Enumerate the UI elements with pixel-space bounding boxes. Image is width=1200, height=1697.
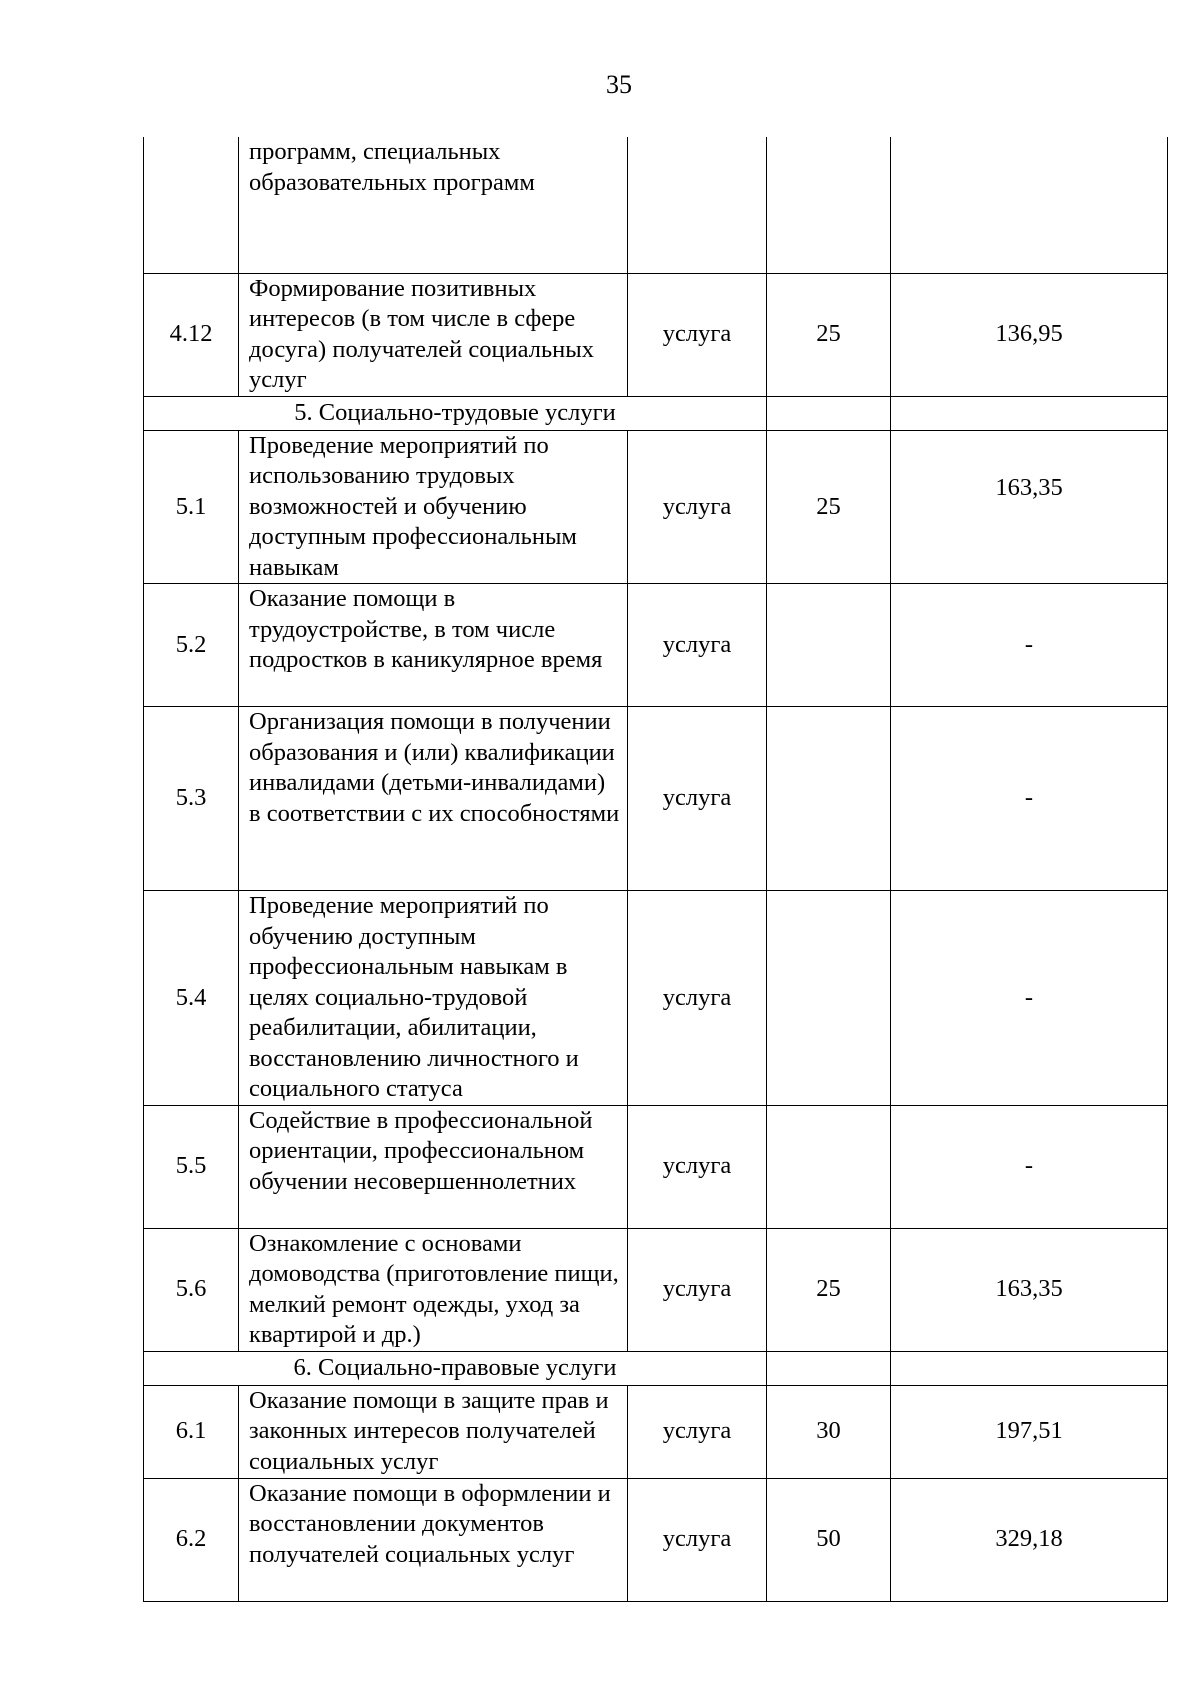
table-row: [144, 1385, 1168, 1478]
table-row: [144, 891, 1168, 1106]
num-cell: [144, 137, 239, 273]
price: 136,95: [891, 273, 1168, 396]
price: -: [891, 1105, 1168, 1228]
price: 163,35: [891, 1228, 1168, 1351]
price: -: [891, 891, 1168, 1106]
service-name: Оказание помощи в оформлении и восстановлении документов получателей социальных услуг: [239, 1478, 628, 1601]
services-table: [143, 137, 1168, 1602]
service-name: Оказание помощи в трудоустройстве, в том числе подростков в каникулярное время: [239, 584, 628, 707]
row-number: 5.1: [144, 430, 239, 584]
section-row: [144, 396, 1168, 430]
price: 329,18: [891, 1478, 1168, 1601]
unit-cell: [628, 137, 767, 273]
price-cell: [891, 1351, 1168, 1385]
table-row: [144, 1105, 1168, 1228]
price: -: [891, 707, 1168, 891]
section-row: [144, 1351, 1168, 1385]
service-name: Содействие в профессиональной ориентации, профессиональном обучении несовершеннолетних: [239, 1105, 628, 1228]
quantity: [767, 707, 891, 891]
qty-cell: [767, 1351, 891, 1385]
row-number: 5.4: [144, 891, 239, 1106]
table-row: [144, 430, 1168, 584]
service-name: Проведение мероприятий по обучению доступным профессиональным навыкам в целях социально-трудовой реабилитации, абилитации, восстановлению личностного и социального статуса: [239, 891, 628, 1106]
price-cell: [891, 396, 1168, 430]
row-number: 6.2: [144, 1478, 239, 1601]
quantity: 30: [767, 1385, 891, 1478]
table-row-continuation: [144, 137, 1168, 273]
price: 197,51: [891, 1385, 1168, 1478]
quantity: 25: [767, 273, 891, 396]
service-name-cell: программ, специальных образовательных программ: [239, 137, 628, 273]
service-name: Формирование позитивных интересов (в том числе в сфере досуга) получателей социальных услуг: [239, 273, 628, 396]
price: 163,35: [891, 430, 1168, 584]
unit-of-measure: услуга: [628, 891, 767, 1106]
service-name: Оказание помощи в защите прав и законных интересов получателей социальных услуг: [239, 1385, 628, 1478]
unit-of-measure: услуга: [628, 1385, 767, 1478]
unit-of-measure: услуга: [628, 273, 767, 396]
service-name: Организация помощи в получении образования и (или) квалификации инвалидами (детьми-инвалидами) в соответствии с их способностями: [239, 707, 628, 891]
section-title: 5. Социально-трудовые услуги: [144, 396, 767, 430]
table-row: [144, 584, 1168, 707]
qty-cell: [767, 137, 891, 273]
quantity: 25: [767, 1228, 891, 1351]
row-number: 5.3: [144, 707, 239, 891]
unit-of-measure: услуга: [628, 430, 767, 584]
service-name: Проведение мероприятий по использованию трудовых возможностей и обучению доступным профессиональным навыкам: [239, 430, 628, 584]
quantity: [767, 891, 891, 1106]
unit-of-measure: услуга: [628, 1228, 767, 1351]
table-row: [144, 273, 1168, 396]
row-number: 5.5: [144, 1105, 239, 1228]
quantity: [767, 1105, 891, 1228]
price-cell: [891, 137, 1168, 273]
quantity: 25: [767, 430, 891, 584]
row-number: 4.12: [144, 273, 239, 396]
row-number: 5.2: [144, 584, 239, 707]
price: -: [891, 584, 1168, 707]
quantity: [767, 584, 891, 707]
unit-of-measure: услуга: [628, 707, 767, 891]
row-number: 6.1: [144, 1385, 239, 1478]
table-row: [144, 707, 1168, 891]
table-row: [144, 1228, 1168, 1351]
unit-of-measure: услуга: [628, 1478, 767, 1601]
unit-of-measure: услуга: [628, 1105, 767, 1228]
qty-cell: [767, 396, 891, 430]
table-row: [144, 1478, 1168, 1601]
unit-of-measure: услуга: [628, 584, 767, 707]
row-number: 5.6: [144, 1228, 239, 1351]
service-name: Ознакомление с основами домоводства (приготовление пищи, мелкий ремонт одежды, уход за квартирой и др.): [239, 1228, 628, 1351]
page-number: 35: [606, 70, 632, 99]
section-title: 6. Социально-правовые услуги: [144, 1351, 767, 1385]
quantity: 50: [767, 1478, 891, 1601]
